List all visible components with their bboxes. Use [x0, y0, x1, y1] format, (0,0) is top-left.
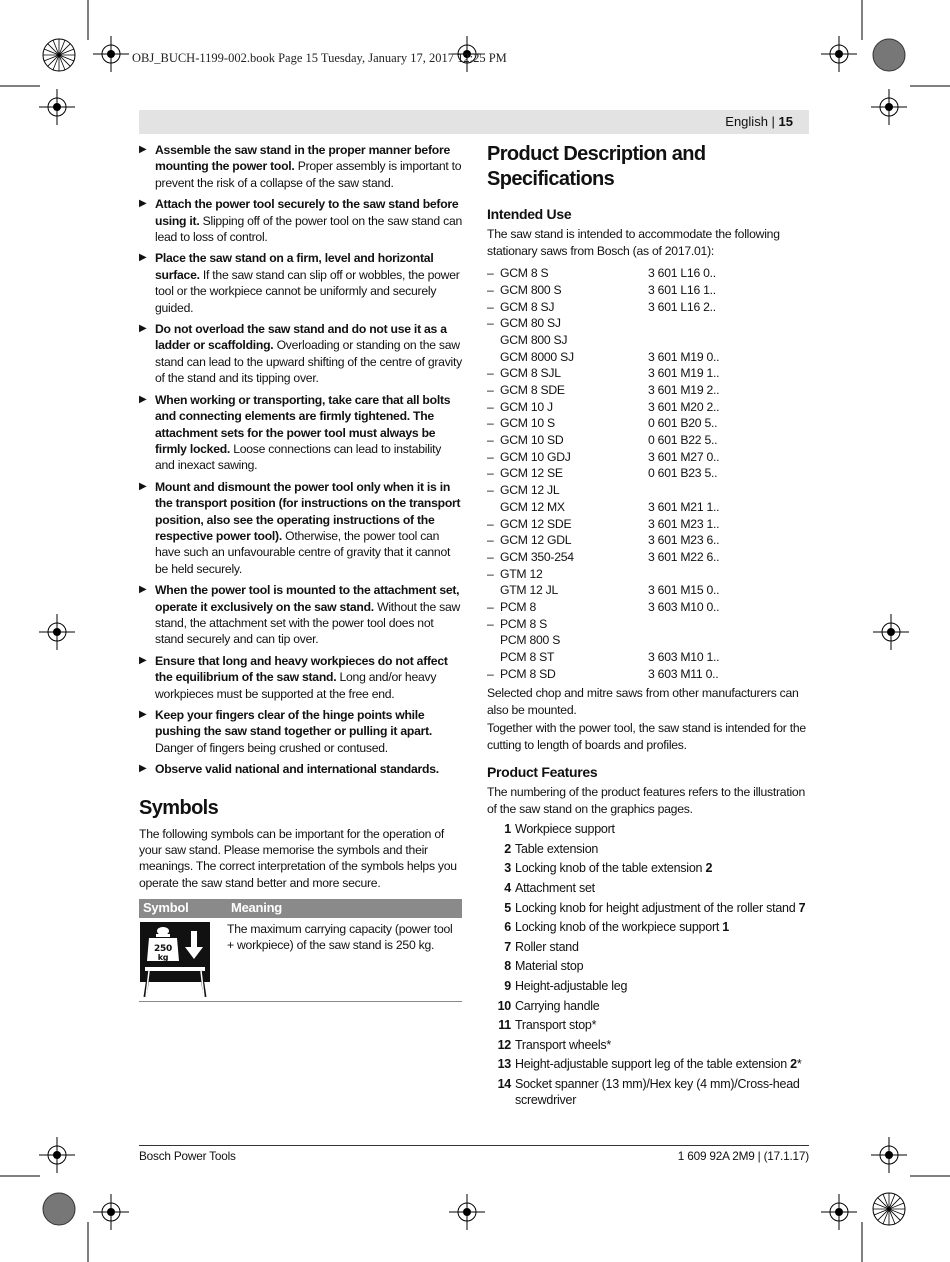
- intended-use-title: Intended Use: [487, 206, 572, 222]
- footer-rule: [139, 1145, 809, 1146]
- model-dash: –: [487, 549, 494, 564]
- bullet-text: Overloading or standing on the saw stand can lead to the upward shifting of the centre of gravity of the stand and its tipping over.: [155, 338, 462, 386]
- model-row: [487, 465, 809, 482]
- feature-number: 7: [504, 939, 511, 954]
- model-dash: [487, 332, 500, 349]
- model-name: GCM 350-254: [500, 549, 574, 564]
- model-name: GTM 12 JL: [500, 583, 559, 598]
- model-row: [487, 599, 809, 616]
- model-dash: [487, 349, 500, 366]
- model-row: [487, 399, 809, 416]
- model-dash: –: [487, 466, 494, 481]
- feature-number: 14: [497, 1076, 511, 1091]
- header-language: English: [725, 114, 768, 129]
- model-dash: [487, 632, 500, 649]
- safety-bullet: [139, 761, 462, 777]
- bullet-arrow-icon: ▶: [139, 480, 147, 492]
- safety-bullet: [139, 479, 462, 577]
- model-code: 3 601 M23 1..: [648, 516, 720, 531]
- model-name: PCM 800 S: [500, 633, 561, 648]
- model-row: [487, 532, 809, 549]
- model-code: 3 601 M27 0..: [648, 449, 720, 464]
- feature-label: Locking knob of the table extension: [515, 861, 706, 876]
- model-dash: –: [487, 533, 494, 548]
- model-name: GCM 10 GDJ: [500, 449, 571, 464]
- bullet-arrow-icon: ▶: [139, 709, 147, 720]
- symbols-table: [139, 899, 462, 1002]
- model-name: GCM 8000 SJ: [500, 349, 574, 364]
- feature-ref: 2: [790, 1057, 797, 1072]
- bullet-bold-text: When the power tool is mounted to the attachment set, operate it exclusively on the saw stand.: [155, 583, 460, 614]
- bullet-bold-text: Attach the power tool securely to the saw stand before using it.: [155, 197, 459, 228]
- model-code: [648, 482, 809, 499]
- model-row: [487, 449, 809, 466]
- footer-left: Bosch Power Tools: [139, 1149, 236, 1163]
- symbol-meaning-text: The maximum carrying capacity (power tool + workpiece) of the saw stand is 250 kg.: [227, 921, 453, 953]
- model-dash: [487, 582, 500, 599]
- page-number: 15: [778, 114, 793, 129]
- feature-ref: 7: [798, 900, 806, 915]
- model-code: [648, 632, 809, 649]
- model-row: [487, 482, 809, 499]
- left-column: [139, 142, 462, 1002]
- feature-item: [487, 1017, 809, 1033]
- bullet-bold-text: When working or transporting, take care that all bolts and connecting elements are firmly tightened. The attachment sets for the power tool must always be firmly locked.: [155, 392, 451, 456]
- bullet-arrow-icon: ▶: [139, 654, 147, 666]
- feature-item: [487, 860, 809, 876]
- feature-label: Carrying handle: [515, 998, 600, 1013]
- model-row: [487, 365, 809, 382]
- model-code: [648, 616, 809, 633]
- bullet-bold-text: Ensure that long and heavy workpieces do not affect the equilibrium of the saw stand.: [155, 653, 448, 685]
- bullet-arrow-icon: ▶: [139, 393, 147, 405]
- model-name: GCM 12 SDE: [500, 516, 572, 531]
- model-name: GCM 800 S: [500, 282, 562, 297]
- safety-bullet: [139, 196, 462, 245]
- product-title: [487, 142, 809, 192]
- model-row: [487, 415, 809, 432]
- model-dash: –: [487, 399, 494, 414]
- feature-label: Material stop: [515, 959, 584, 974]
- feature-number: 11: [498, 1018, 511, 1033]
- model-row: [487, 382, 809, 399]
- model-code: 3 601 M19 2..: [648, 383, 720, 398]
- crosshair-icon: [869, 87, 909, 127]
- model-code: 3 603 M10 1..: [648, 650, 720, 665]
- max-load-icon: [139, 921, 211, 997]
- crosshair-icon: [819, 1192, 859, 1232]
- model-name: GCM 10 SD: [500, 433, 564, 448]
- model-row: [487, 616, 809, 633]
- feature-label: Transport wheels*: [515, 1037, 612, 1052]
- crosshair-icon: [37, 612, 77, 652]
- model-row: [487, 649, 809, 666]
- other-saws-text: Selected chop and mitre saws from other manufacturers can also be mounted.: [487, 686, 799, 717]
- header-bar: [139, 110, 809, 134]
- model-code: 3 603 M10 0..: [648, 599, 720, 614]
- model-dash: –: [487, 433, 494, 448]
- model-name: GCM 12 MX: [500, 499, 565, 514]
- crosshair-icon: [447, 1192, 487, 1232]
- model-name: GCM 10 S: [500, 416, 555, 431]
- bullet-arrow-icon: ▶: [139, 763, 147, 775]
- model-code: 3 601 M22 6..: [648, 549, 720, 564]
- feature-item: [487, 958, 809, 974]
- feature-item: [487, 880, 809, 896]
- model-dash: [487, 499, 500, 516]
- feature-item: [487, 998, 809, 1014]
- model-row: [487, 299, 809, 316]
- gray-circle-icon: [872, 38, 906, 72]
- model-name: GCM 12 SE: [500, 466, 563, 481]
- model-row: [487, 666, 809, 683]
- bullet-bold-text: Assemble the saw stand in the proper manner before mounting the power tool.: [155, 143, 450, 174]
- bullet-arrow-icon: ▶: [139, 252, 147, 264]
- model-code: 3 601 M15 0..: [648, 583, 720, 598]
- model-name: GCM 10 J: [500, 399, 553, 414]
- feature-label: Height-adjustable leg: [515, 979, 628, 993]
- feature-item: [487, 1037, 809, 1053]
- features-intro: The numbering of the product features refers to the illustration of the saw stand on the graphics pages.: [487, 785, 805, 816]
- feature-number: 5: [504, 900, 511, 915]
- feature-number: 4: [504, 881, 511, 896]
- model-dash: –: [487, 516, 494, 531]
- bullet-arrow-icon: ▶: [139, 198, 147, 210]
- model-code: 3 603 M11 0..: [648, 666, 719, 681]
- safety-bullet: [139, 392, 462, 474]
- feature-label: Transport stop*: [515, 1018, 597, 1033]
- model-dash: –: [487, 316, 494, 331]
- bullet-arrow-icon: ▶: [139, 144, 147, 155]
- model-dash: –: [487, 599, 494, 614]
- bullet-text: Loose connections can lead to instability and inexact sawing.: [155, 441, 442, 473]
- registration-circle-icon: [42, 38, 76, 72]
- model-code: 3 601 L16 2..: [648, 299, 716, 314]
- footer-right: 1 609 92A 2M9 | (17.1.17): [677, 1149, 809, 1163]
- safety-bullet: [139, 582, 462, 648]
- model-row: [487, 282, 809, 299]
- symbols-table-row: [139, 918, 462, 1002]
- model-row: [487, 349, 809, 366]
- model-name: GCM 8 SJ: [500, 299, 555, 314]
- crosshair-icon: [819, 34, 859, 74]
- model-name: PCM 8: [500, 599, 536, 614]
- feature-label: Roller stand: [515, 939, 579, 954]
- model-list: [487, 265, 809, 682]
- safety-bullet: [139, 142, 462, 191]
- crosshair-icon: [37, 87, 77, 127]
- feature-ref: 2: [705, 861, 713, 876]
- feature-item: [487, 939, 809, 955]
- crosshair-icon: [91, 1192, 131, 1232]
- col-meaning: Meaning: [231, 900, 282, 916]
- model-code: [648, 566, 809, 583]
- model-code: 3 601 M21 1..: [648, 499, 720, 514]
- model-dash: [487, 649, 500, 666]
- safety-bullet-list: [139, 142, 462, 778]
- features-title: Product Features: [487, 764, 598, 781]
- together-text: Together with the power tool, the saw stand is intended for the cutting to length of boards and profiles.: [487, 721, 806, 752]
- bullet-text: Slipping off of the power tool on the saw stand can lead to loss of control.: [155, 213, 462, 245]
- bullet-arrow-icon: ▶: [139, 323, 147, 335]
- feature-number: 6: [504, 920, 511, 935]
- bullet-bold-text: Observe valid national and international standards.: [155, 762, 439, 777]
- feature-number: 10: [497, 998, 511, 1013]
- bullet-bold-text: Do not overload the saw stand and do not use it as a ladder or scaffolding.: [155, 322, 447, 353]
- icon-label-250: 250: [153, 943, 173, 954]
- model-code: 3 601 M23 6..: [648, 533, 720, 548]
- symbols-table-header: [139, 899, 462, 917]
- model-dash: –: [487, 366, 494, 381]
- model-code: [648, 332, 809, 349]
- model-name: GCM 8 SDE: [500, 383, 565, 398]
- safety-bullet: [139, 250, 462, 316]
- bullet-bold-text: Place the saw stand on a firm, level and horizontal surface.: [155, 251, 434, 282]
- model-name: GCM 12 GDL: [500, 533, 572, 548]
- right-column: [487, 142, 809, 1112]
- feature-number: 8: [504, 959, 511, 974]
- model-dash: –: [487, 416, 494, 431]
- feature-label: Locking knob for height adjustment of the roller stand: [515, 900, 799, 915]
- model-code: 0 601 B20 5..: [648, 416, 718, 431]
- model-code: 3 601 L16 1..: [648, 282, 716, 297]
- bullet-arrow-icon: ▶: [139, 584, 147, 596]
- feature-item: [487, 1076, 809, 1109]
- crosshair-icon: [91, 34, 131, 74]
- crosshair-icon: [37, 1135, 77, 1175]
- feature-item: [487, 821, 809, 837]
- feature-number: 9: [504, 979, 511, 993]
- bullet-text: Proper assembly is important to prevent the risk of a collapse of the saw stand.: [155, 159, 462, 190]
- feature-item: [487, 841, 809, 857]
- model-row: [487, 549, 809, 566]
- model-dash: –: [487, 282, 494, 297]
- bullet-bold-text: Keep your fingers clear of the hinge points while pushing the saw stand together or pulling it apart.: [155, 708, 433, 739]
- feature-label: Table extension: [515, 841, 599, 856]
- bullet-text: Without the saw stand, the attachment set with the power tool does not stand securely and can tip over.: [155, 599, 461, 647]
- model-name: GCM 8 SJL: [500, 366, 561, 381]
- symbols-intro: The following symbols can be important for the operation of your saw stand. Please memorise the symbols and their meanings. The correct interpretation of the symbols helps you operate the saw stand better and more secure.: [139, 826, 457, 890]
- feature-number: 2: [504, 841, 511, 856]
- model-name: PCM 8 SD: [500, 666, 556, 681]
- model-code: [648, 315, 809, 332]
- model-row: [487, 582, 809, 599]
- model-row: [487, 516, 809, 533]
- bullet-text: Otherwise, the power tool can have such an unfavourable centre of gravity that it cannot be held securely.: [155, 528, 451, 576]
- feature-label: Attachment set: [515, 881, 595, 896]
- model-dash: –: [487, 483, 494, 498]
- model-dash: –: [487, 666, 494, 681]
- model-dash: –: [487, 266, 494, 281]
- crosshair-icon: [871, 612, 911, 652]
- model-dash: –: [487, 383, 494, 398]
- safety-bullet: [139, 653, 462, 702]
- bullet-bold-text: Mount and dismount the power tool only when it is in the transport position (for instructions on the transport position, also see the operating instructions of the respective power tool).: [155, 479, 461, 543]
- file-slug: OBJ_BUCH-1199-002.book Page 15 Tuesday, January 17, 2017 12:25 PM: [132, 51, 507, 65]
- feature-item: [487, 978, 809, 994]
- safety-bullet: [139, 321, 462, 387]
- feature-number: 1: [504, 822, 511, 837]
- feature-list: [487, 821, 809, 1109]
- model-row: [487, 265, 809, 282]
- model-name: GCM 800 SJ: [500, 332, 568, 347]
- model-code: 3 601 M19 0..: [648, 349, 720, 364]
- feature-suffix: *: [796, 1057, 802, 1072]
- bullet-text: If the saw stand can slip off or wobbles, the power tool or the workpiece cannot be uniformly and securely guided.: [155, 267, 460, 315]
- model-code: 3 601 M20 2..: [648, 399, 720, 414]
- model-row: [487, 332, 809, 349]
- product-title-line1: Product Description and: [487, 143, 706, 165]
- model-name: GTM 12: [500, 566, 543, 581]
- model-dash: –: [487, 299, 494, 314]
- feature-item: [487, 900, 809, 916]
- model-name: GCM 80 SJ: [500, 316, 561, 331]
- icon-label-kg: kg: [157, 952, 169, 962]
- model-row: [487, 566, 809, 583]
- model-code: 3 601 L16 0..: [648, 266, 716, 281]
- model-code: 3 601 M19 1..: [648, 366, 720, 381]
- model-row: [487, 432, 809, 449]
- bullet-text: Long and/or heavy workpieces must be supported at the free end.: [155, 670, 437, 701]
- model-name: PCM 8 ST: [500, 650, 555, 665]
- intended-use-text: The saw stand is intended to accommodate the following stationary saws from Bosch (as of 2017.01):: [487, 227, 780, 258]
- model-dash: –: [487, 449, 494, 464]
- model-row: [487, 499, 809, 516]
- model-name: PCM 8 S: [500, 616, 548, 631]
- page-header: English | 15: [725, 114, 793, 129]
- feature-ref: 1: [722, 920, 729, 935]
- gray-circle-icon: [42, 1192, 76, 1226]
- registration-circle-icon: [872, 1192, 906, 1226]
- feature-label: Socket spanner (13 mm)/Hex key (4 mm)/Cross-head screwdriver: [515, 1076, 800, 1108]
- col-symbol: Symbol: [143, 900, 189, 916]
- feature-item: [487, 919, 809, 935]
- model-code: 0 601 B23 5..: [648, 466, 718, 481]
- feature-label: Locking knob of the workpiece support: [515, 920, 723, 935]
- feature-number: 13: [497, 1057, 511, 1072]
- safety-bullet: [139, 707, 462, 756]
- model-name: GCM 12 JL: [500, 483, 560, 498]
- feature-label: Workpiece support: [515, 822, 615, 837]
- model-dash: –: [487, 616, 494, 631]
- model-row: [487, 632, 809, 649]
- crosshair-icon: [869, 1135, 909, 1175]
- symbols-title: Symbols: [139, 796, 219, 819]
- feature-label: Height-adjustable support leg of the table extension: [515, 1057, 791, 1072]
- feature-number: 12: [497, 1037, 511, 1052]
- model-name: GCM 8 S: [500, 266, 549, 281]
- feature-number: 3: [504, 861, 511, 876]
- feature-item: [487, 1056, 809, 1072]
- model-code: 0 601 B22 5..: [648, 433, 718, 448]
- bullet-text: Danger of fingers being crushed or contused.: [155, 740, 388, 755]
- product-title-line2: Specifications: [487, 168, 615, 190]
- model-row: [487, 315, 809, 332]
- model-dash: –: [487, 566, 494, 581]
